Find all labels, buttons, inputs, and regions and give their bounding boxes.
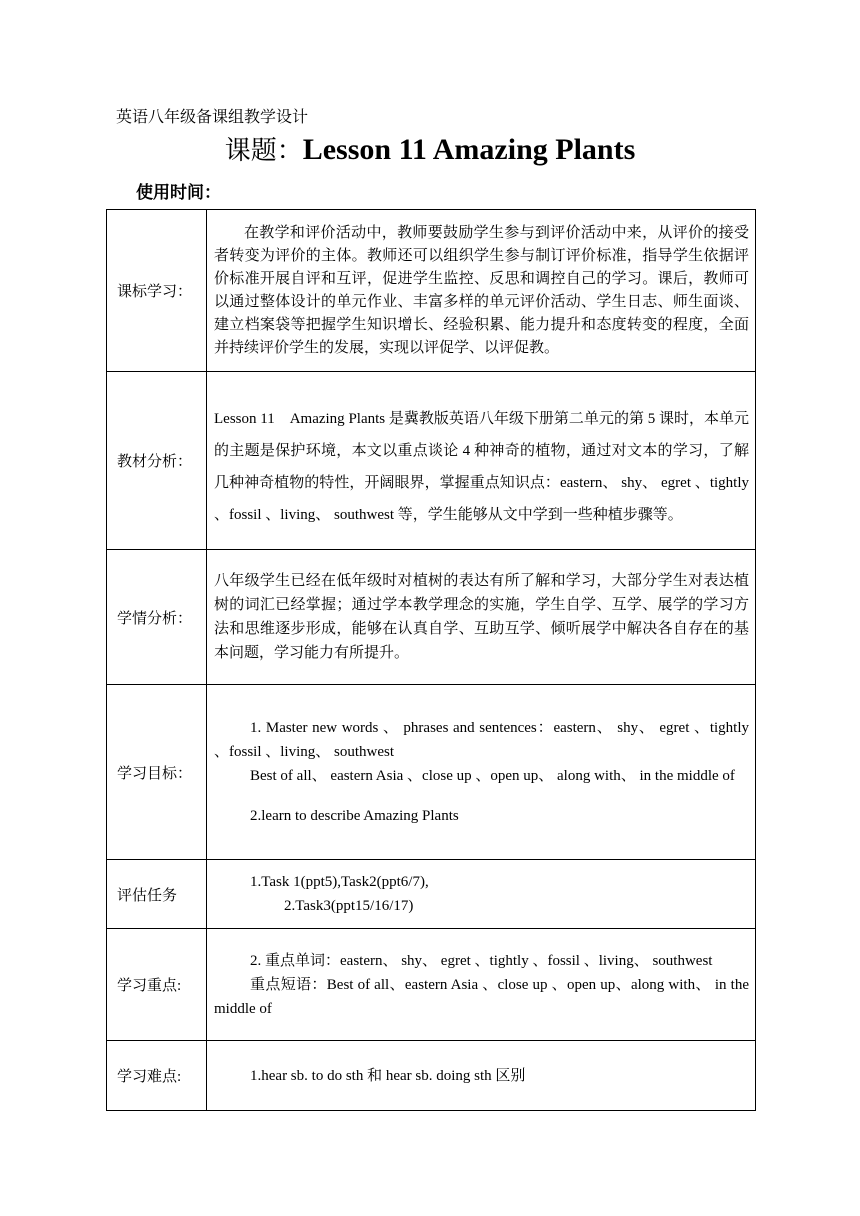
row-label-curriculum: 课标学习： (107, 210, 207, 372)
header-group-line: 英语八年级备课组教学设计 (116, 109, 309, 126)
row-difficulties (107, 1041, 756, 1111)
row-content-curriculum (207, 210, 756, 372)
title-prefix: 课题： (224, 136, 303, 166)
row-textbook (107, 372, 756, 550)
objectives-line-1: 1. Master new words 、 phrases and sentences：eastern、 shy、 egret 、tightly 、fossil 、living、 southwest (214, 720, 749, 760)
row-content-textbook (207, 372, 756, 550)
row-content-learners (207, 550, 756, 685)
row-key-points (107, 929, 756, 1041)
row-objectives (107, 685, 756, 860)
row-learners (107, 550, 756, 685)
key-points-line-2: 重点短语：Best of all、eastern Asia 、close up 、open up、along with、 in the middle of (214, 976, 749, 1017)
curriculum-text: 在教学和评价活动中，教师要鼓励学生参与到评价活动中来，从评价的接受者转变为评价的主体。教师还可以组织学生参与制订评价标准，指导学生依据评价标准开展自评和互评，促进学生监控、反思和调控自己的学习。课后，教师可以通过整体设计的单元作业、丰富多样的单元评价活动、学生日志、师生面谈、建立档案袋等把握学生知识增长、经验积累、能力提升和态度转变的程度，全面并持续评价学生的发展，实现以评促学、以评促教。 (214, 224, 749, 356)
row-content-key-points (207, 929, 756, 1041)
use-time-label: 使用时间： (136, 183, 221, 203)
key-points-line-1: 2. 重点单词：eastern、 shy、 egret 、tightly 、fossil 、living、 southwest (250, 952, 713, 969)
row-content-difficulties (207, 1041, 756, 1111)
textbook-text: Lesson 11 Amazing Plants 是冀教版英语八年级下册第二单元的第 5 课时，本单元的主题是保护环境，本文以重点谈论 4 种神奇的植物，通过对文本的学习，了解几种神奇植物的特性，开阔眼界，掌握重点知识点：eastern、 shy、 egret 、tightly 、fossil 、living、 southwest 等，学生能够从文中学到一些种植步骤等。 (214, 410, 749, 523)
assessment-line-1: 1.Task 1(ppt5),Task2(ppt6/7), (250, 874, 429, 890)
objectives-line-3: 2.learn to describe Amazing Plants (250, 808, 459, 824)
row-label-assessment: 评估任务 (107, 860, 207, 929)
learners-text: 八年级学生已经在低年级时对植树的表达有所了解和学习，大部分学生对表达植树的词汇已经掌握；通过学本教学理念的实施，学生自学、互学、展学的学习方法和思维逐步形成，能够在认真自学、互助互学、倾听展学中解决各自存在的基本问题，学习能力有所提升。 (214, 573, 749, 661)
row-curriculum (107, 210, 756, 372)
lesson-plan-table (106, 209, 756, 1111)
title-main: Lesson 11 Amazing Plants (302, 133, 636, 166)
difficulties-line-1: 1.hear sb. to do sth 和 hear sb. doing sth 区别 (250, 1067, 526, 1084)
row-label-objectives: 学习目标： (107, 685, 207, 860)
row-assessment (107, 860, 756, 929)
assessment-line-2: 2.Task3(ppt15/16/17) (284, 898, 414, 914)
row-label-key-points: 学习重点: (107, 929, 207, 1041)
row-label-learners: 学情分析： (107, 550, 207, 685)
row-content-assessment (207, 860, 756, 929)
row-content-objectives (207, 685, 756, 860)
objectives-line-2: Best of all、 eastern Asia 、close up 、open up、 along with、 in the middle of (250, 768, 735, 784)
row-label-textbook: 教材分析： (107, 372, 207, 550)
row-label-difficulties: 学习难点: (107, 1041, 207, 1111)
page-title (0, 130, 860, 167)
